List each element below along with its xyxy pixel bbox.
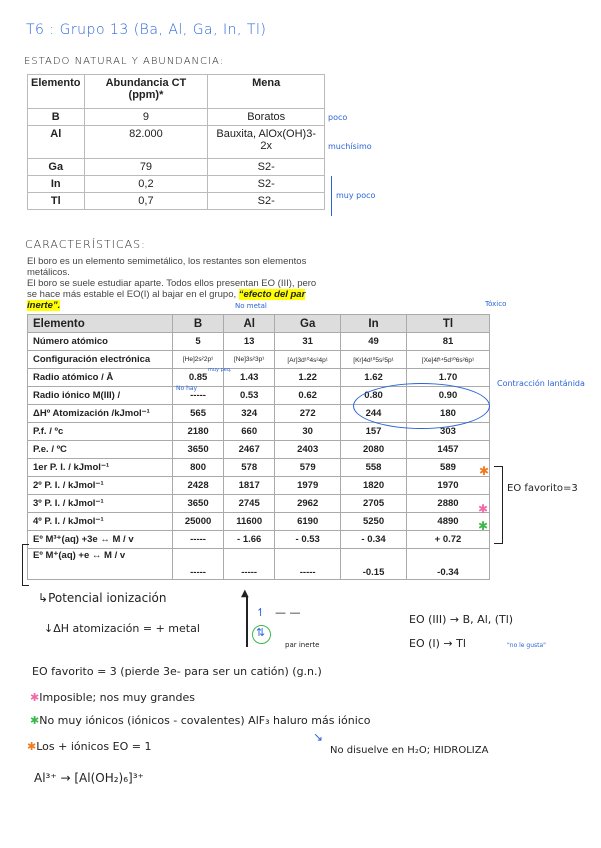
cell: ----- bbox=[173, 549, 224, 580]
header-cell: Abundancia CT (ppm)* bbox=[84, 75, 208, 109]
electron-up-icon: ↿ bbox=[256, 606, 266, 619]
cell: Tl bbox=[406, 315, 489, 333]
cell: S2- bbox=[208, 159, 325, 176]
cell: 2428 bbox=[173, 477, 224, 495]
cell: [Xe]4f¹⁴5d¹⁰6s²6p¹ bbox=[406, 351, 489, 369]
empty-orbitals: — — bbox=[275, 606, 301, 619]
cell: 2880 bbox=[406, 495, 489, 513]
cell: S2- bbox=[208, 193, 325, 210]
note-no-hay: No hay bbox=[176, 385, 198, 392]
cell: 2080 bbox=[341, 441, 407, 459]
note-atomizacion: ↓ΔH atomización = + metal bbox=[44, 622, 200, 635]
cell: 2467 bbox=[224, 441, 275, 459]
header-cell: Mena bbox=[208, 75, 325, 109]
cell: 11600 bbox=[224, 513, 275, 531]
cell: 0.85 bbox=[173, 369, 224, 387]
note-potencial-ionizacion: ↳Potencial ionización bbox=[38, 591, 167, 605]
cell: 31 bbox=[275, 333, 341, 351]
cell: 558 bbox=[341, 459, 407, 477]
orange-star-icon: ✱ bbox=[27, 740, 37, 753]
section-heading-natural-state: ESTADO NATURAL Y ABUNDANCIA: bbox=[24, 56, 224, 67]
cell: 1970 bbox=[406, 477, 489, 495]
cell: Radio atómico / Å bbox=[28, 369, 173, 387]
note-poco: poco bbox=[328, 113, 348, 122]
cell: 324 bbox=[224, 405, 275, 423]
note-no-metal: No metal bbox=[235, 302, 267, 310]
cell: [He]2s²2p¹ bbox=[173, 351, 224, 369]
cell: Tl bbox=[28, 193, 85, 210]
cell: 0.80 bbox=[341, 387, 407, 405]
note-no-disuelve: No disuelve en H₂O; HIDROLIZA bbox=[330, 745, 489, 756]
note-al-complex: Al³⁺ → [Al(OH₂)₆]³⁺ bbox=[34, 771, 144, 785]
cell: 3650 bbox=[173, 495, 224, 513]
table-row bbox=[28, 333, 490, 351]
pink-star-icon: ✱ bbox=[30, 691, 40, 704]
cell: 3º P. I. / kJmol⁻¹ bbox=[28, 495, 173, 513]
cell: ----- bbox=[173, 387, 224, 405]
cell: Eº M⁺(aq) +e ↔ M / v bbox=[28, 549, 173, 580]
paragraph-text: El boro es un elemento semimetálico, los restantes son elementos metálicos. bbox=[27, 256, 307, 278]
cell: 800 bbox=[173, 459, 224, 477]
cell: [Ne]3s²3p¹ bbox=[224, 351, 275, 369]
cell: P.e. / ºC bbox=[28, 441, 173, 459]
note-no-le-gusta: "no le gusta" bbox=[507, 642, 546, 649]
table-row bbox=[28, 531, 490, 549]
table-row bbox=[28, 315, 490, 333]
cell: 25000 bbox=[173, 513, 224, 531]
arrow-up-icon: ▲ bbox=[241, 588, 249, 599]
header-cell: Elemento bbox=[28, 75, 85, 109]
cell: 157 bbox=[341, 423, 407, 441]
cell: 4º P. I. / kJmol⁻¹ bbox=[28, 513, 173, 531]
cell: 9 bbox=[84, 109, 208, 126]
cell: 1.70 bbox=[406, 369, 489, 387]
section-heading-characteristics: CARACTERÍSTICAS: bbox=[25, 238, 146, 251]
cell: 244 bbox=[341, 405, 407, 423]
properties-table bbox=[27, 314, 490, 580]
cell: B bbox=[173, 315, 224, 333]
note-no-muy-ionicos: ✱No muy iónicos (iónicos - covalentes) AlF₃ haluro más iónico bbox=[30, 714, 371, 727]
cell: Configuración electrónica bbox=[28, 351, 173, 369]
cell: + 0.72 bbox=[406, 531, 489, 549]
cell: Boratos bbox=[208, 109, 325, 126]
cell: 579 bbox=[275, 459, 341, 477]
note-eo-favorito-bracket: EO favorito=3 bbox=[507, 483, 578, 494]
cell: 1457 bbox=[406, 441, 489, 459]
cell: - 0.53 bbox=[275, 531, 341, 549]
circle-annotation bbox=[353, 383, 490, 429]
note-imposible: ✱Imposible; nos muy grandes bbox=[30, 691, 196, 704]
cell: -0.15 bbox=[341, 549, 407, 580]
cell: 82.000 bbox=[84, 126, 208, 159]
cell: 1.43 bbox=[224, 369, 275, 387]
intro-paragraph bbox=[27, 256, 327, 311]
cell: Al bbox=[28, 126, 85, 159]
cell: In bbox=[341, 315, 407, 333]
note-muchisimo: muchísimo bbox=[328, 142, 372, 151]
table-row bbox=[28, 549, 490, 580]
bracket-line bbox=[331, 176, 332, 216]
cell: Eº M³⁺(aq) +3e ↔ M / v bbox=[28, 531, 173, 549]
cell: 578 bbox=[224, 459, 275, 477]
green-star-icon: ✱ bbox=[478, 519, 489, 533]
highlighted-text: “efecto del par inerte”. bbox=[27, 289, 306, 311]
cell: Elemento bbox=[28, 315, 173, 333]
cell: 1.22 bbox=[275, 369, 341, 387]
cell: 6190 bbox=[275, 513, 341, 531]
cell: Al bbox=[224, 315, 275, 333]
cell: 0.53 bbox=[224, 387, 275, 405]
cell: 1er P. I. / kJmol⁻¹ bbox=[28, 459, 173, 477]
table-row bbox=[28, 477, 490, 495]
cell: 0.90 bbox=[406, 387, 489, 405]
cell: In bbox=[28, 176, 85, 193]
cell: 589 bbox=[406, 459, 489, 477]
cell: 180 bbox=[406, 405, 489, 423]
arrow-icon: ↘ bbox=[313, 730, 324, 744]
note-muy-peq: muy peq. bbox=[208, 367, 232, 373]
cell: 49 bbox=[341, 333, 407, 351]
green-star-icon: ✱ bbox=[30, 714, 40, 727]
page-title: T6 : Grupo 13 (Ba, Al, Ga, In, Tl) bbox=[26, 22, 267, 38]
note-eo1: EO (I) → Tl bbox=[409, 637, 466, 650]
cell: 2745 bbox=[224, 495, 275, 513]
table-row bbox=[28, 126, 325, 159]
cell: Número atómico bbox=[28, 333, 173, 351]
cell: ΔHº Atomización /kJmol⁻¹ bbox=[28, 405, 173, 423]
cell: Ga bbox=[28, 159, 85, 176]
note-contraccion-lantanida: Contracción lantánida bbox=[497, 379, 585, 388]
cell: 81 bbox=[406, 333, 489, 351]
cell: [Ar]3d¹⁰4s²4p¹ bbox=[275, 351, 341, 369]
note-toxico: Tóxico bbox=[485, 300, 507, 308]
table-row bbox=[28, 351, 490, 369]
cell: ----- bbox=[173, 531, 224, 549]
note-muy-poco: muy poco bbox=[336, 191, 376, 200]
table-row bbox=[28, 495, 490, 513]
cell: Bauxita, AlOx(OH)3-2x bbox=[208, 126, 325, 159]
cell: 272 bbox=[275, 405, 341, 423]
cell: 303 bbox=[406, 423, 489, 441]
cell: 1.62 bbox=[341, 369, 407, 387]
cell: B bbox=[28, 109, 85, 126]
cell: 0,7 bbox=[84, 193, 208, 210]
cell: - 0.34 bbox=[341, 531, 407, 549]
bracket-line bbox=[494, 466, 503, 544]
table-row bbox=[28, 193, 325, 210]
table-row bbox=[28, 441, 490, 459]
cell: ----- bbox=[224, 549, 275, 580]
cell: 30 bbox=[275, 423, 341, 441]
electron-pair-icon: ⇅ bbox=[256, 626, 266, 639]
cell: ----- bbox=[275, 549, 341, 580]
note-par-inerte: par inerte bbox=[285, 641, 320, 649]
bracket-line bbox=[22, 544, 29, 586]
table-row bbox=[28, 513, 490, 531]
cell: - 1.66 bbox=[224, 531, 275, 549]
cell: 2962 bbox=[275, 495, 341, 513]
note-mas-ionicos: ✱Los + iónicos EO = 1 bbox=[27, 740, 152, 753]
table-row bbox=[28, 159, 325, 176]
energy-axis-arrow bbox=[246, 597, 248, 647]
cell: -0.34 bbox=[406, 549, 489, 580]
cell: 79 bbox=[84, 159, 208, 176]
cell: Ga bbox=[275, 315, 341, 333]
cell: 2º P. I. / kJmol⁻¹ bbox=[28, 477, 173, 495]
cell: [Kr]4d¹⁰5s²5p¹ bbox=[341, 351, 407, 369]
note-eo-favorito: EO favorito = 3 (pierde 3e- para ser un catión) (g.n.) bbox=[32, 665, 322, 678]
cell: 2180 bbox=[173, 423, 224, 441]
cell: 13 bbox=[224, 333, 275, 351]
cell: 0,2 bbox=[84, 176, 208, 193]
note-eo3: EO (III) → B, Al, (Tl) bbox=[409, 613, 514, 626]
cell: 1817 bbox=[224, 477, 275, 495]
cell: S2- bbox=[208, 176, 325, 193]
cell: 4890 bbox=[406, 513, 489, 531]
cell: 5250 bbox=[341, 513, 407, 531]
cell: 3650 bbox=[173, 441, 224, 459]
abundance-table bbox=[27, 74, 325, 210]
pink-star-icon: ✱ bbox=[478, 502, 489, 516]
cell: 1820 bbox=[341, 477, 407, 495]
cell: 5 bbox=[173, 333, 224, 351]
cell: 565 bbox=[173, 405, 224, 423]
cell: 2403 bbox=[275, 441, 341, 459]
table-row bbox=[28, 176, 325, 193]
cell: Radio iónico M(III) / bbox=[28, 387, 173, 405]
cell: 660 bbox=[224, 423, 275, 441]
table-row bbox=[28, 459, 490, 477]
cell: 1979 bbox=[275, 477, 341, 495]
cell: P.f. / ºc bbox=[28, 423, 173, 441]
table-row bbox=[28, 109, 325, 126]
cell: 2705 bbox=[341, 495, 407, 513]
cell: 0.62 bbox=[275, 387, 341, 405]
orange-star-icon: ✱ bbox=[479, 464, 490, 478]
paragraph-text: El boro se suele estudiar aparte. Todos ellos presentan EO (III), pero se hace más estable el EO(I) al bajar en el grupo, bbox=[27, 278, 317, 300]
